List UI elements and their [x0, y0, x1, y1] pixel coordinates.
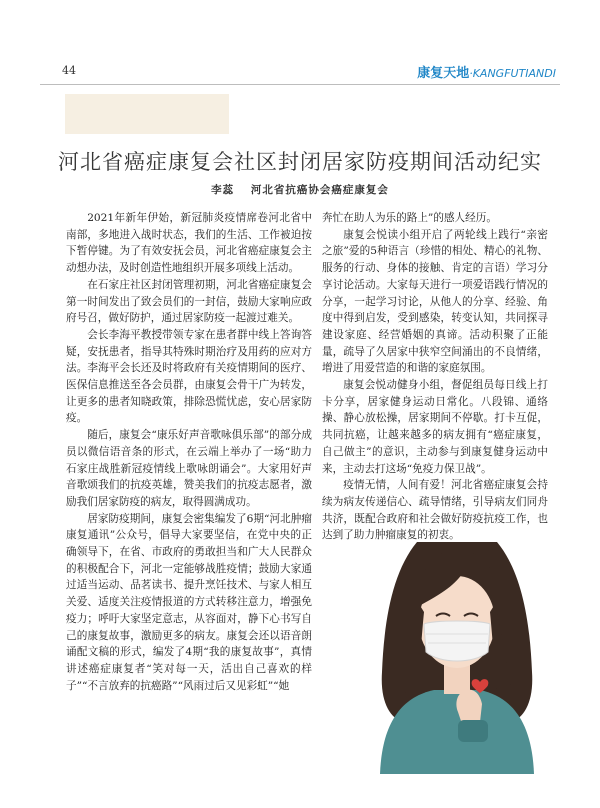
paragraph: 康复会悦读小组开启了两轮线上践行“亲密之旅”爱的5种语言（珍惜的相处、精心的礼物、服务的行动、身体的接触、肯定的言语）学习分享讨论活动。大家每天进行一项爱语践行情况的分享，一起学习讨论，从他人的分享、经验、角度中得到启发，受到感染，转变认知，共同探寻建设家庭、经营婚姻的真谛。活动积聚了正能量，疏导了久居家中狭窄空间涌出的不良情绪，增进了用爱营造的和谐的家庭氛围。 — [322, 228, 548, 375]
paragraph: 随后，康复会“康乐好声音歌咏俱乐部”的部分成员以微信语音条的形式，在云端上举办了一场“助力石家庄战胜新冠疫情线上歌咏朗诵会”。大家用好声音歌颂我们的抗疫英雄，赞美我们的抗疫志愿者，激励我们居家防疫的病友，取得圆满成功。 — [66, 429, 312, 508]
paragraph-continuation: 奔忙在助人为乐的路上”的感人经历。 — [322, 212, 497, 224]
sleeve — [458, 720, 488, 742]
decorative-box — [65, 94, 229, 134]
paragraph: 会长李海平教授带领专家在患者群中线上答询答疑，安抚患者，指导其特殊时期治疗及用药的应对方法。李海平会长还及时将政府有关疫情期间的医疗、医保信息推送至各会员群，由康复会骨干广为转发，让更多的患者知晓政策，排除恐慌忧虑，安心居家防疫。 — [66, 328, 312, 425]
girl-with-mask-icon — [362, 512, 552, 774]
page-number: 44 — [62, 64, 76, 77]
paragraph: 康复会悦动健身小组，督促组员每日线上打卡分享，居家健身运动日常化。八段锦、通络操、静心放松操，居家期间不停歇。打卡互促，共同抗癌，让越来越多的病友拥有“癌症康复，自己做主”的意识，主动参与到康复健身运动中来，主动去打这场“免疫力保卫战”。 — [322, 379, 548, 475]
mask — [424, 621, 490, 661]
right-column — [322, 210, 548, 544]
left-column — [66, 210, 312, 694]
byline — [0, 182, 600, 197]
article-title: 河北省癌症康复会社区封闭居家防疫期间活动纪实 — [58, 150, 542, 174]
section-header — [417, 62, 556, 81]
section-pinyin: ·KANGFUTIANDI — [469, 67, 556, 80]
paragraph: 在石家庄社区封闭管理初期，河北省癌症康复会第一时间发出了致会员们的一封信，鼓励大家响应政府号召，做好防护，通过居家防疫一起渡过难关。 — [66, 278, 312, 325]
paragraph: 居家防疫期间，康复会密集编发了6期“河北肿瘤康复通讯”公众号，倡导大家要坚信，在党中央的正确领导下，在省、市政府的勇敢担当和广大人民群众的积极配合下，河北一定能够战胜疫情；鼓励大家通过适当运动、品茗读书、提升烹饪技术、与家人相互关爱、适度关注疫情报道的方式转移注意力，增强免疫力；呼吁大家坚定意志，从容面对，静下心书写自己的康复故事，激励更多的病友。康复会还以语音朗诵配文稿的形式，编发了4期“我的康复故事”，真情讲述癌症康复者“笑对每一天，活出自己喜欢的样子”“不言放弃的抗癌路”“风雨过后又见彩虹”“她 — [66, 512, 312, 692]
author-name: 李蕊 — [211, 184, 235, 196]
paragraph: 疫情无情，人间有爱！河北省癌症康复会持续为病友传递信心、疏导情绪，引导病友们同舟共济，既配合政府和社会做好防疫抗疫工作，也达到了助力肿瘤康复的初衷。 — [322, 479, 548, 542]
paragraph: 2021年新年伊始，新冠肺炎疫情席卷河北省中南部，多地进入战时状态，我们的生活、工作被迫按下暂停键。为了有效安抚会员，河北省癌症康复会主动想办法，及时创造性地组织开展多项线上活动。 — [66, 212, 312, 275]
section-name: 康复天地 — [417, 66, 470, 81]
header-rule — [40, 84, 560, 85]
author-organization: 河北省抗癌协会癌症康复会 — [250, 184, 389, 196]
